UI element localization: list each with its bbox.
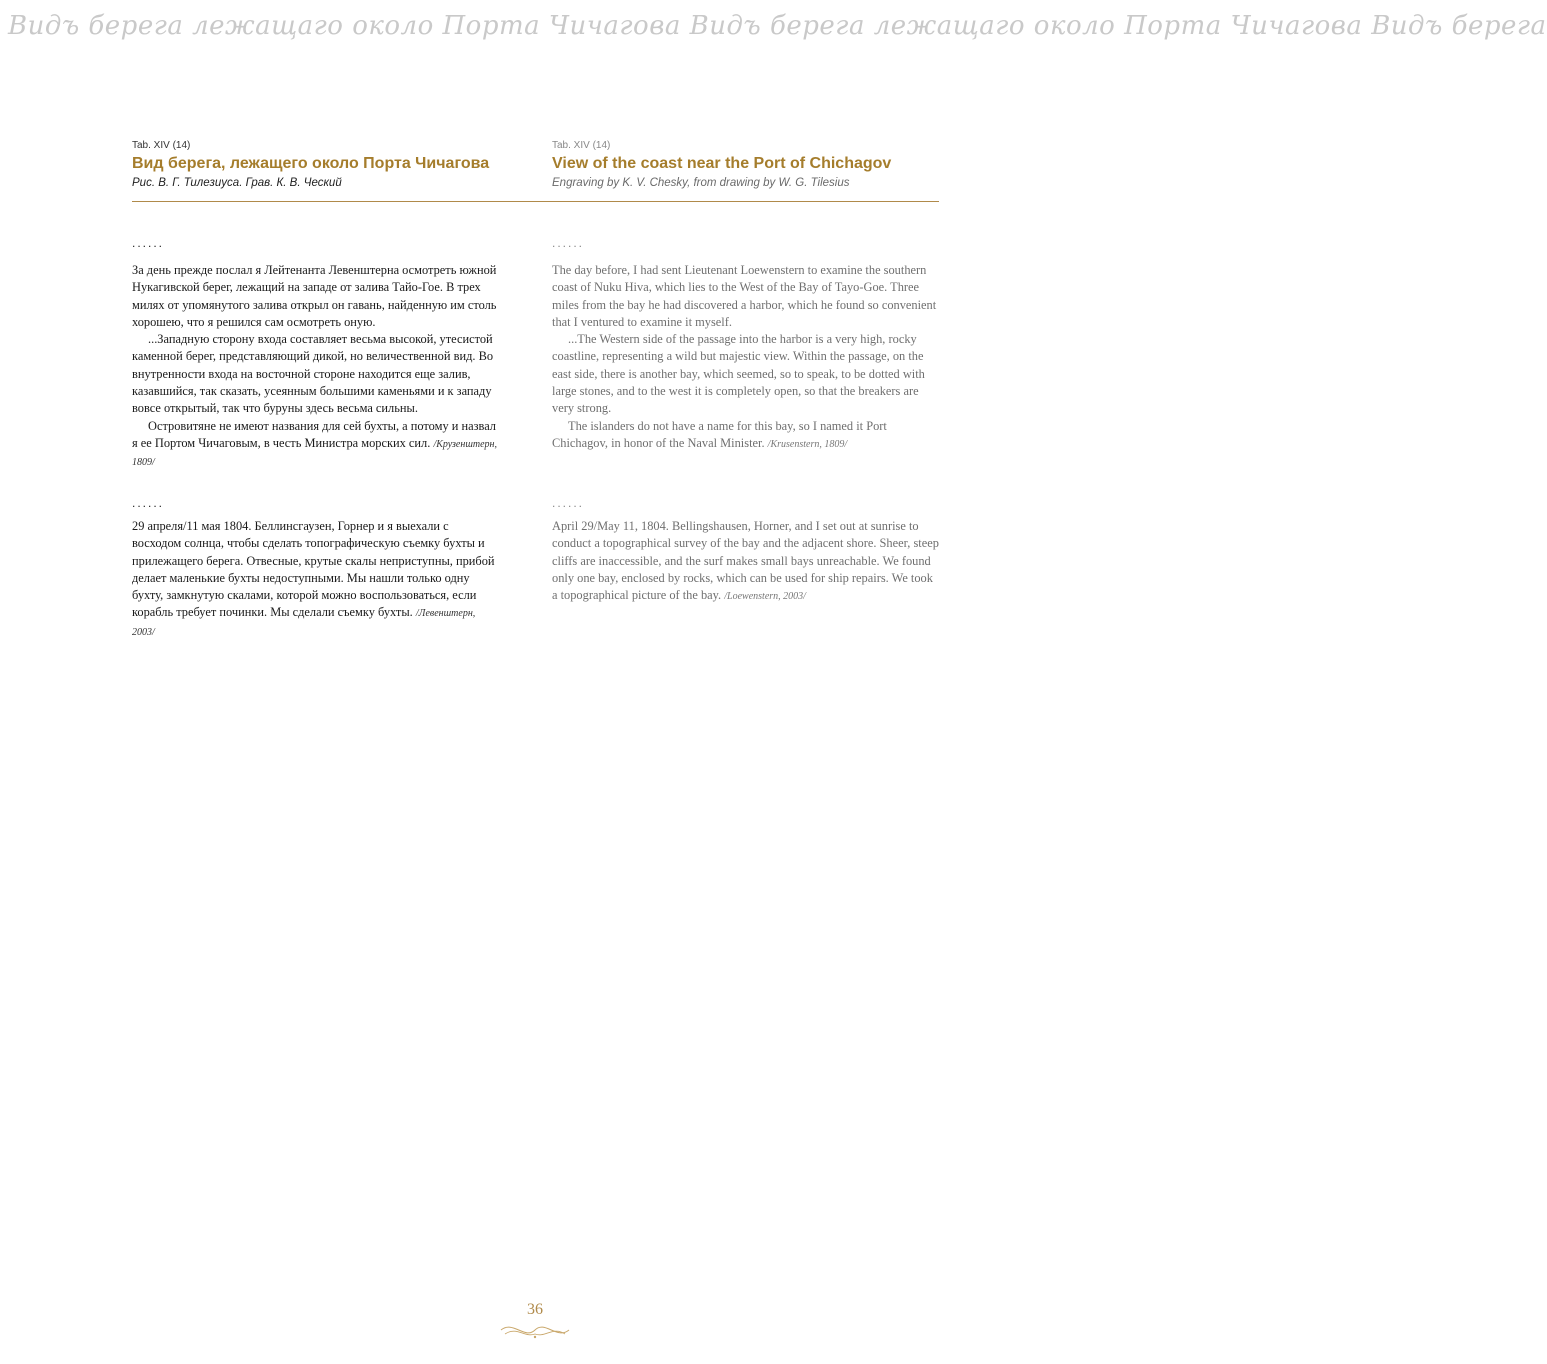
en-section-2 [552,498,940,605]
ru-paragraph-4-text: 29 апреля/11 мая 1804. Беллинсгаузен, Горнер и я выехали с восходом солнца, чтобы сделать топографическую съемку бухты и прилежащего берега. Отвесные, крутые скалы неприступны, прибой делает маленькие бухты недоступными. Мы нашли только одну бухту, замкнутую скалами, которой можно воспользоваться, если корабль требует починки. Мы сделали съемку бухты. [132,519,495,620]
ru-citation-2: /Левенштерн, 2003/ [132,608,476,638]
en-section-1 [552,238,940,453]
en-paragraph-4-text: April 29/May 11, 1804. Bellingshausen, Horner, and I set out at sunrise to conduct a topographical survey of the bay and the adjacent shore. Sheer, steep cliffs are inaccessible, and the surf makes small bays unreachable. We found only one bay, enclosed by rocks, which can be used for ship repairs. We took a topographical picture of the bay. [552,519,939,603]
ru-paragraph-2-text: ...Западную сторону входа составляет весьма высокой, утесистой каменной берег, представляющий дикой, но величественной вид. Во внутренности входа на восточной стороне находится еще залив, казавшийся, так сказать, усеянным большими каменьями и к западу вовсе открытый, так что буруны здесь весьма сильны. [132,332,494,416]
banner-script-text: Видъ берега лежащаго около Порта Чичагова Видъ берега лежащаго около Порта Чичагова Видъ берега [8,11,1547,41]
en-header [552,140,940,190]
en-citation-2: /Loewenstern, 2003/ [724,591,806,603]
ru-tab-label: Tab. XIV (14) [132,140,191,151]
en-paragraph-3 [552,418,940,454]
en-paragraph-3-text: The islanders do not have a name for this bay, so I named it Port Chichagov, in honor of the Naval Minister. [552,418,887,450]
en-paragraph-2 [552,331,940,417]
en-tab-label: Tab. XIV (14) [552,140,611,151]
ru-paragraph-4 [132,518,500,641]
ru-title: Вид берега, лежащего около Порта Чичагова [132,155,490,172]
page-number: 36 [527,1301,543,1318]
ru-paragraph-1: За день прежде послал я Лейтенанта Левенштерна осмотреть южной Нукагивской берег, лежащий на западе от залива Тайо-Гое. В трех милях от упомянутого залива открыл он гавань, найденную им столь хорошею, что я решился сам осмотреть оную. [132,263,497,329]
header-divider [132,201,939,202]
ru-paragraph-3 [132,418,500,472]
ru-header [132,140,500,190]
ru-section-1 [132,238,500,472]
ru-section-1-dots: ...... [132,236,165,250]
en-paragraph-1: The day before, I had sent Lieutenant Loewenstern to examine the southern coast of Nuku Hiva, which lies to the West of the Bay of Tayo-Goe. Three miles from the bay he had discovered a harbor, which he found so convenient that I ventured to examine it myself. [552,263,937,329]
en-section-2-dots: ...... [552,496,585,510]
en-subtitle: Engraving by K. V. Chesky, from drawing by W. G. Tilesius [552,177,850,189]
en-paragraph-4 [552,518,940,605]
decorative-script-banner [0,6,1547,50]
en-title: View of the coast near the Port of Chichagov [552,155,892,172]
ru-section-2-dots: ...... [132,496,165,510]
en-section-1-dots: ...... [552,236,585,250]
flourish-ornament-icon [495,1318,575,1342]
ru-paragraph-2 [132,331,500,417]
ru-section-2 [132,498,500,641]
ru-subtitle: Рис. В. Г. Тилезиуса. Грав. К. В. Ческий [132,177,342,189]
ru-citation-1: /Крузенштерн, 1809/ [132,438,498,469]
ru-paragraph-3-text: Островитяне не имеют названия для сей бухты, а потому и назвал я ее Портом Чичаговым, в честь Министра морских сил. [132,418,496,450]
en-paragraph-2-text: ...The Western side of the passage into the harbor is a very high, rocky coastline, representing a wild but majestic view. Within the passage, on the east side, there is another bay, which seemed, so to speak, to be dotted with large stones, and to the west it is completely open, so that the breakers are very strong. [552,332,925,416]
en-citation-1: /Krusenstern, 1809/ [767,438,848,450]
